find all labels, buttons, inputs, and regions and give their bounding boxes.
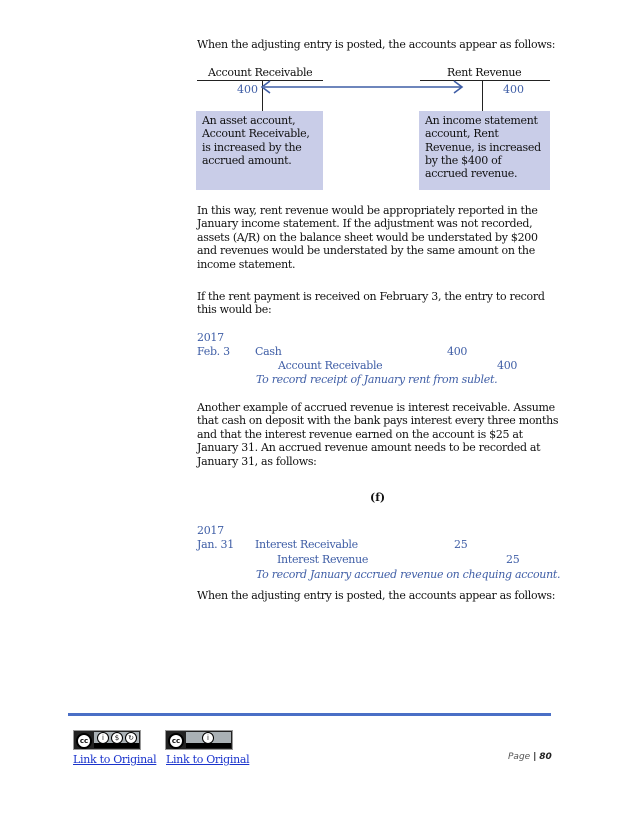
by-icon: i [202,732,214,744]
t-account-left-amount: 400 [237,83,258,96]
cc-icon: cc [76,733,92,749]
entry1-year: 2017 [197,331,224,344]
entry1-date: Feb. 3 [197,345,230,358]
t-account-right-title: Rent Revenue [447,66,522,79]
right-account-note: An income statement account, Rent Revenue, is increased by the $400 of accrued revenue. [419,111,550,190]
page-label: Page [508,752,531,762]
footer-rule [68,713,551,716]
left-account-note: An asset account, Account Receivable, is increased by the accrued amount. [196,111,323,190]
cc-by-license-icon[interactable] [165,730,233,750]
intro-text: When the adjusting entry is posted, the accounts appear as follows: [197,38,556,51]
cc-icon: cc [168,733,184,749]
entry1-credit-amount: 400 [497,359,518,372]
page-separator: | [533,752,537,762]
entry1-debit-account: Cash [255,345,282,358]
entry2-year: 2017 [197,524,224,537]
entry1-debit-amount: 400 [447,345,468,358]
entry1-credit-account: Account Receivable [278,359,383,372]
entry2-credit-account: Interest Revenue [277,553,369,566]
page-number [508,752,552,762]
nc-icon: $ [111,732,123,744]
entry-marker: (f) [370,491,386,504]
paragraph-interest: Another example of accrued revenue is interest receivable. Assume that cash on deposit with the bank pays interest every three months and that the interest revenue earned on the account is $25 at January 31. An accrued revenue amount needs to be recorded at January 31, as follows: [197,401,559,468]
paragraph-understated: In this way, rent revenue would be appropriately reported in the January income statement. If the adjustment was not recorded, assets (A/R) on the balance sheet would be understated by $200 and revenues would be understated by the same amount on the income statement. [197,204,538,271]
link-to-original-2[interactable]: Link to Original [166,753,250,766]
t-account-left-title: Account Receivable [208,66,313,79]
double-arrow-icon [258,79,468,95]
entry2-date: Jan. 31 [197,538,234,551]
entry2-debit-amount: 25 [454,538,468,551]
entry2-memo: To record January accrued revenue on chequing account. [256,568,561,581]
by-icon: i [97,732,109,744]
cc-by-nc-sa-license-icon[interactable] [73,730,141,750]
entry2-debit-account: Interest Receivable [255,538,358,551]
entry1-memo: To record receipt of January rent from sublet. [256,373,498,386]
t-account-right-amount: 400 [503,83,524,96]
sa-icon: ↻ [125,732,137,744]
link-to-original-1[interactable]: Link to Original [73,753,157,766]
t-account-right-stem [482,80,483,112]
paragraph-rent-payment: If the rent payment is received on February 3, the entry to record this would be: [197,290,545,317]
entry2-credit-amount: 25 [506,553,520,566]
page-number-value: 80 [539,752,552,762]
closing-text: When the adjusting entry is posted, the accounts appear as follows: [197,589,556,602]
